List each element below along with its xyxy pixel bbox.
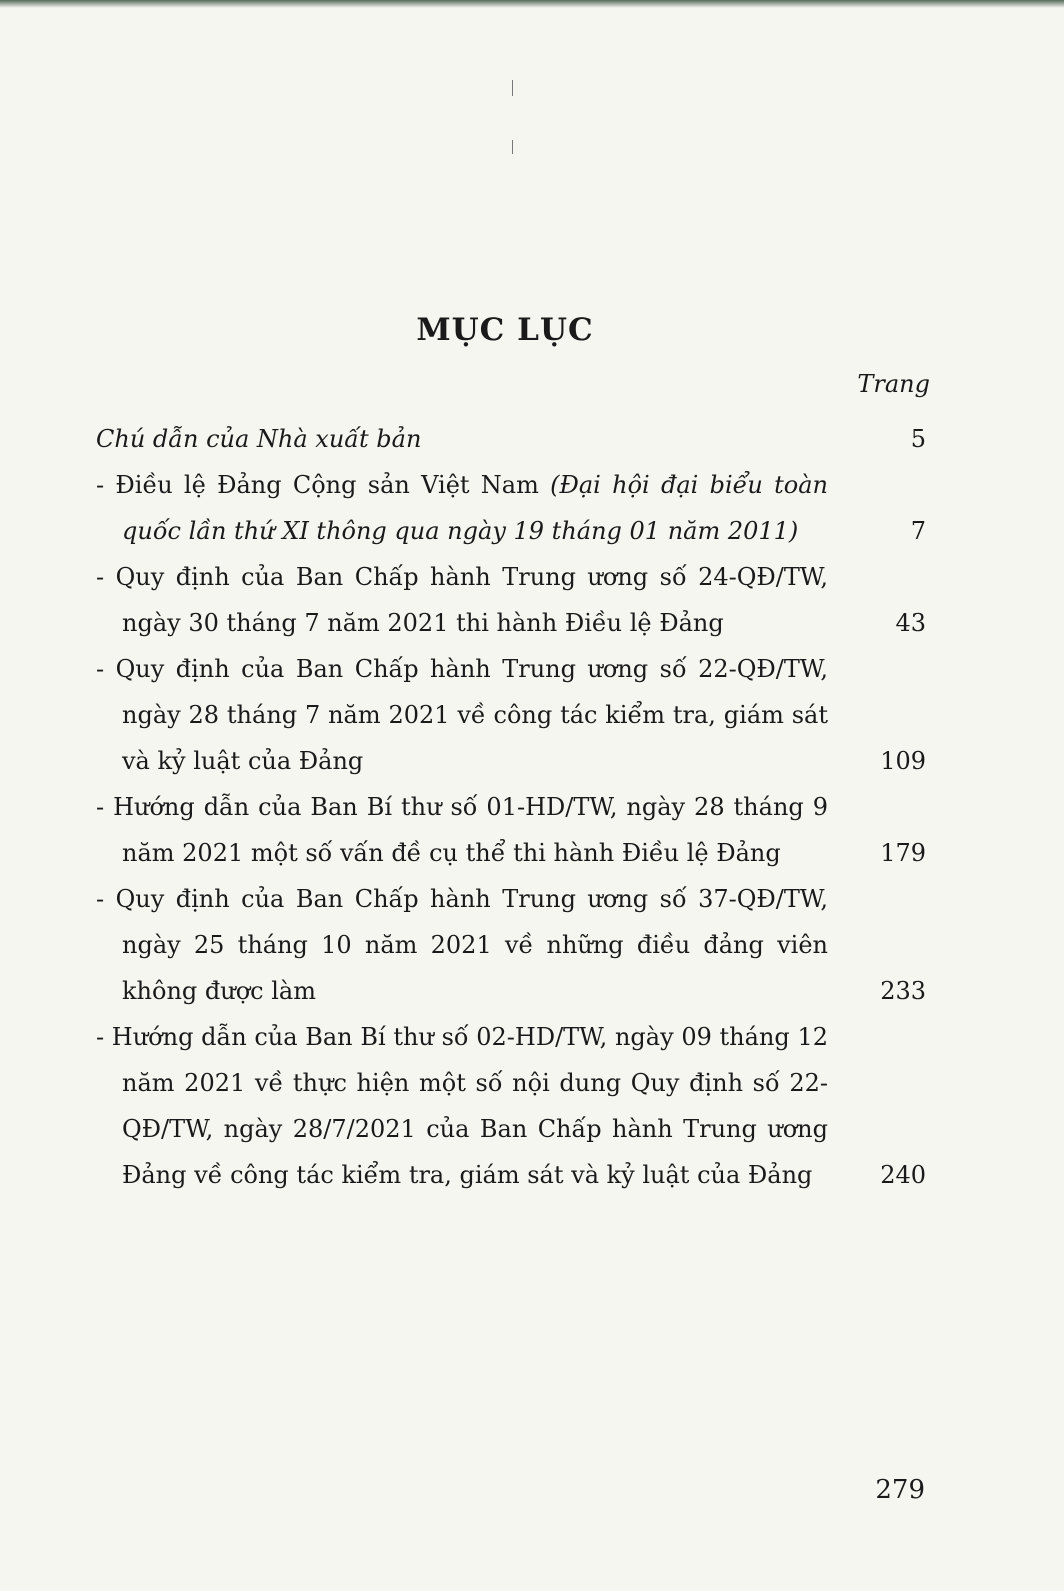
entry-page-number: 240 bbox=[880, 1161, 926, 1189]
table-of-contents bbox=[96, 416, 932, 1198]
print-mark bbox=[512, 80, 513, 96]
entry-italic-text: Chú dẫn của Nhà xuất bản bbox=[96, 425, 422, 453]
entry-prefix: - bbox=[96, 655, 116, 683]
toc-entry[interactable] bbox=[96, 784, 932, 876]
entry-prefix: - bbox=[96, 563, 116, 591]
entry-text: Điều lệ Đảng Cộng sản Việt Nam bbox=[115, 471, 551, 499]
entry-prefix: - bbox=[96, 1023, 112, 1051]
entry-prefix: - bbox=[96, 471, 116, 499]
page-number: 279 bbox=[875, 1475, 925, 1505]
toc-entry[interactable] bbox=[96, 416, 932, 462]
entry-prefix: - bbox=[96, 793, 114, 821]
entry-text: Hướng dẫn của Ban Bí thư số 02-HD/TW, ngày 09 tháng 12 năm 2021 về thực hiện một số nội dung Quy định số 22-QĐ/TW, ngày 28/7/2021 của Ban Chấp hành Trung ương Đảng về công tác kiểm tra, giám sát và kỷ luật của Đảng bbox=[111, 1023, 828, 1189]
toc-entry[interactable] bbox=[96, 646, 932, 784]
page-title: MỤC LỤC bbox=[416, 312, 594, 348]
entry-text: Hướng dẫn của Ban Bí thư số 01-HD/TW, ngày 28 tháng 9 năm 2021 một số vấn đề cụ thể thi hành Điều lệ Đảng bbox=[113, 793, 828, 867]
toc-entry[interactable] bbox=[96, 876, 932, 1014]
entry-text: Quy định của Ban Chấp hành Trung ương số 24-QĐ/TW, ngày 30 tháng 7 năm 2021 thi hành Điều lệ Đảng bbox=[115, 563, 828, 637]
entry-page-number: 43 bbox=[895, 609, 926, 637]
page-top-edge bbox=[0, 0, 1064, 8]
page-column-label: Trang bbox=[857, 370, 930, 398]
entry-page-number: 179 bbox=[880, 839, 926, 867]
entry-page-number: 5 bbox=[910, 425, 926, 453]
entry-page-number: 109 bbox=[880, 747, 926, 775]
toc-entry[interactable] bbox=[96, 462, 932, 554]
entry-text: Quy định của Ban Chấp hành Trung ương số 37-QĐ/TW, ngày 25 tháng 10 năm 2021 về những điều đảng viên không được làm bbox=[115, 885, 828, 1005]
toc-entry[interactable] bbox=[96, 1014, 932, 1198]
print-mark bbox=[512, 140, 513, 154]
entry-page-number: 233 bbox=[880, 977, 926, 1005]
entry-text: Quy định của Ban Chấp hành Trung ương số 22-QĐ/TW, ngày 28 tháng 7 năm 2021 về công tác kiểm tra, giám sát và kỷ luật của Đảng bbox=[115, 655, 828, 775]
entry-prefix: - bbox=[96, 885, 116, 913]
entry-italic-text: (Đại hội đại biểu toàn quốc lần thứ XI thông qua ngày 19 tháng 01 năm 2011) bbox=[122, 471, 828, 545]
toc-entry[interactable] bbox=[96, 554, 932, 646]
entry-page-number: 7 bbox=[910, 517, 926, 545]
